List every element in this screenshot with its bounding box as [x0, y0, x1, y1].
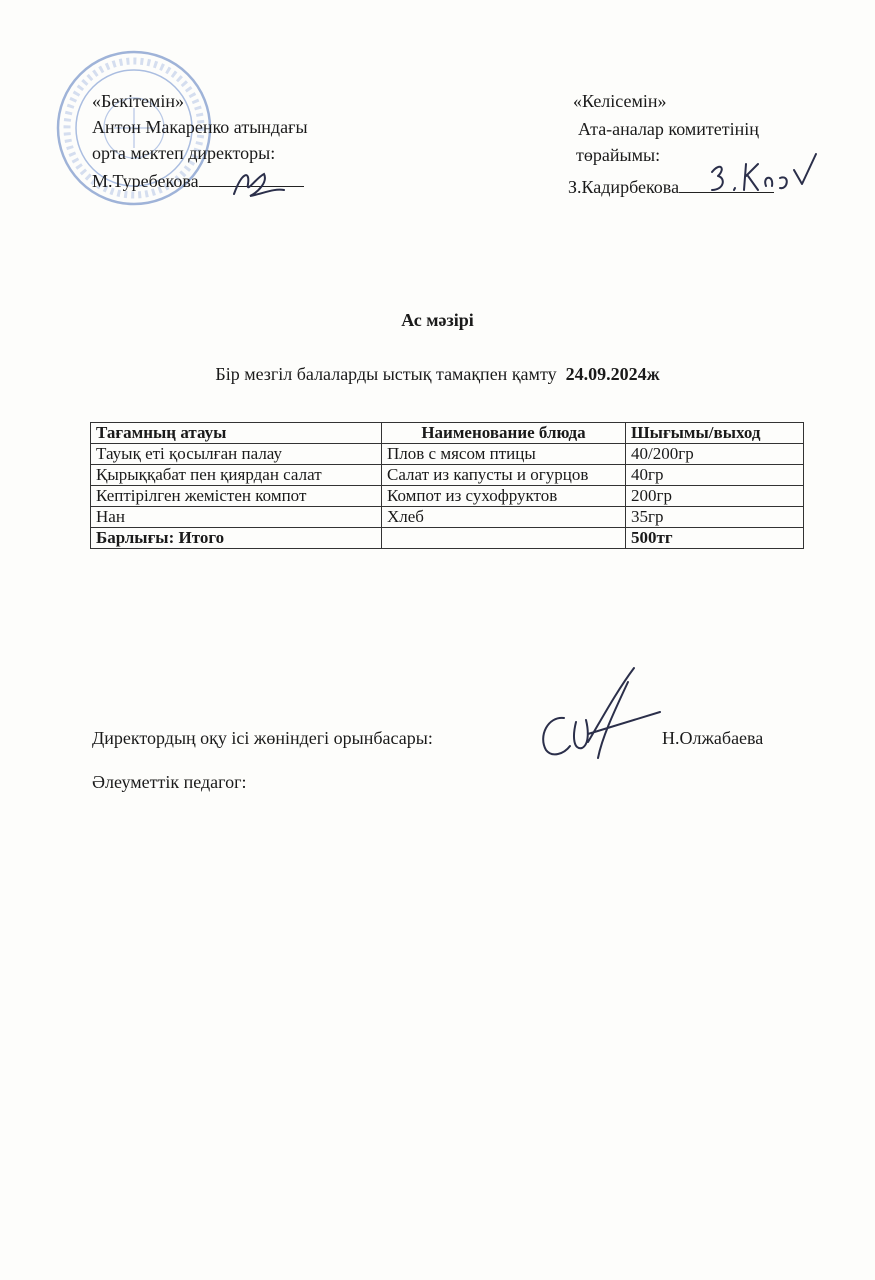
- cell-dish-ru: Плов с мясом птицы: [382, 444, 626, 465]
- approval-right-line2: Ата-аналар комитетінің: [578, 119, 759, 139]
- table-row: [91, 507, 804, 528]
- table-row: [91, 444, 804, 465]
- director-name: М.Туребекова: [92, 171, 199, 191]
- subtitle-text: Бір мезгіл балаларды ыстық тамақпен қамту: [215, 364, 557, 384]
- cell-dish-kz: Кептірілген жемістен компот: [91, 486, 382, 507]
- cell-dish-kz: Қырыққабат пен қиярдан салат: [91, 465, 382, 486]
- deputy-label: Директордың оқу ісі жөніндегі орынбасары:: [92, 728, 433, 748]
- approval-right-line3: төрайымы:: [576, 145, 661, 165]
- cell-total-label: Барлығы: Итого: [91, 528, 382, 549]
- table-header-row: [91, 423, 804, 444]
- cell-output: 200гр: [626, 486, 804, 507]
- table-row: [91, 465, 804, 486]
- social-pedagogue-label: Әлеуметтік педагог:: [92, 772, 247, 792]
- document-title: Ас мәзірі: [401, 310, 474, 330]
- approval-right-line1: «Келісемін»: [573, 91, 667, 111]
- menu-date: 24.09.2024ж: [565, 364, 660, 384]
- director-signature-icon: [228, 164, 288, 204]
- table-row: [91, 486, 804, 507]
- cell-total-empty: [382, 528, 626, 549]
- committee-signature-icon: [704, 150, 824, 200]
- approval-left-line1: «Бекітемін»: [92, 91, 184, 111]
- approval-left-line2: Антон Макаренко атындағы: [92, 117, 308, 137]
- menu-table: [90, 422, 804, 549]
- committee-chair-name: З.Кадирбекова: [568, 177, 680, 197]
- table-total-row: [91, 528, 804, 549]
- cell-dish-kz: Тауық еті қосылған палау: [91, 444, 382, 465]
- header-dish-kz: Тағамның атауы: [91, 423, 382, 444]
- cell-dish-kz: Нан: [91, 507, 382, 528]
- deputy-name: Н.Олжабаева: [662, 728, 764, 748]
- approval-left-line3: орта мектеп директоры:: [92, 143, 276, 163]
- cell-output: 40/200гр: [626, 444, 804, 465]
- header-dish-ru: Наименование блюда: [382, 423, 626, 444]
- cell-dish-ru: Компот из сухофруктов: [382, 486, 626, 507]
- cell-dish-ru: Салат из капусты и огурцов: [382, 465, 626, 486]
- deputy-signature-icon: [528, 662, 663, 772]
- cell-total-value: 500тг: [626, 528, 804, 549]
- header-output: Шығымы/выход: [626, 423, 804, 444]
- cell-dish-ru: Хлеб: [382, 507, 626, 528]
- document-subtitle: [0, 364, 875, 385]
- cell-output: 35гр: [626, 507, 804, 528]
- cell-output: 40гр: [626, 465, 804, 486]
